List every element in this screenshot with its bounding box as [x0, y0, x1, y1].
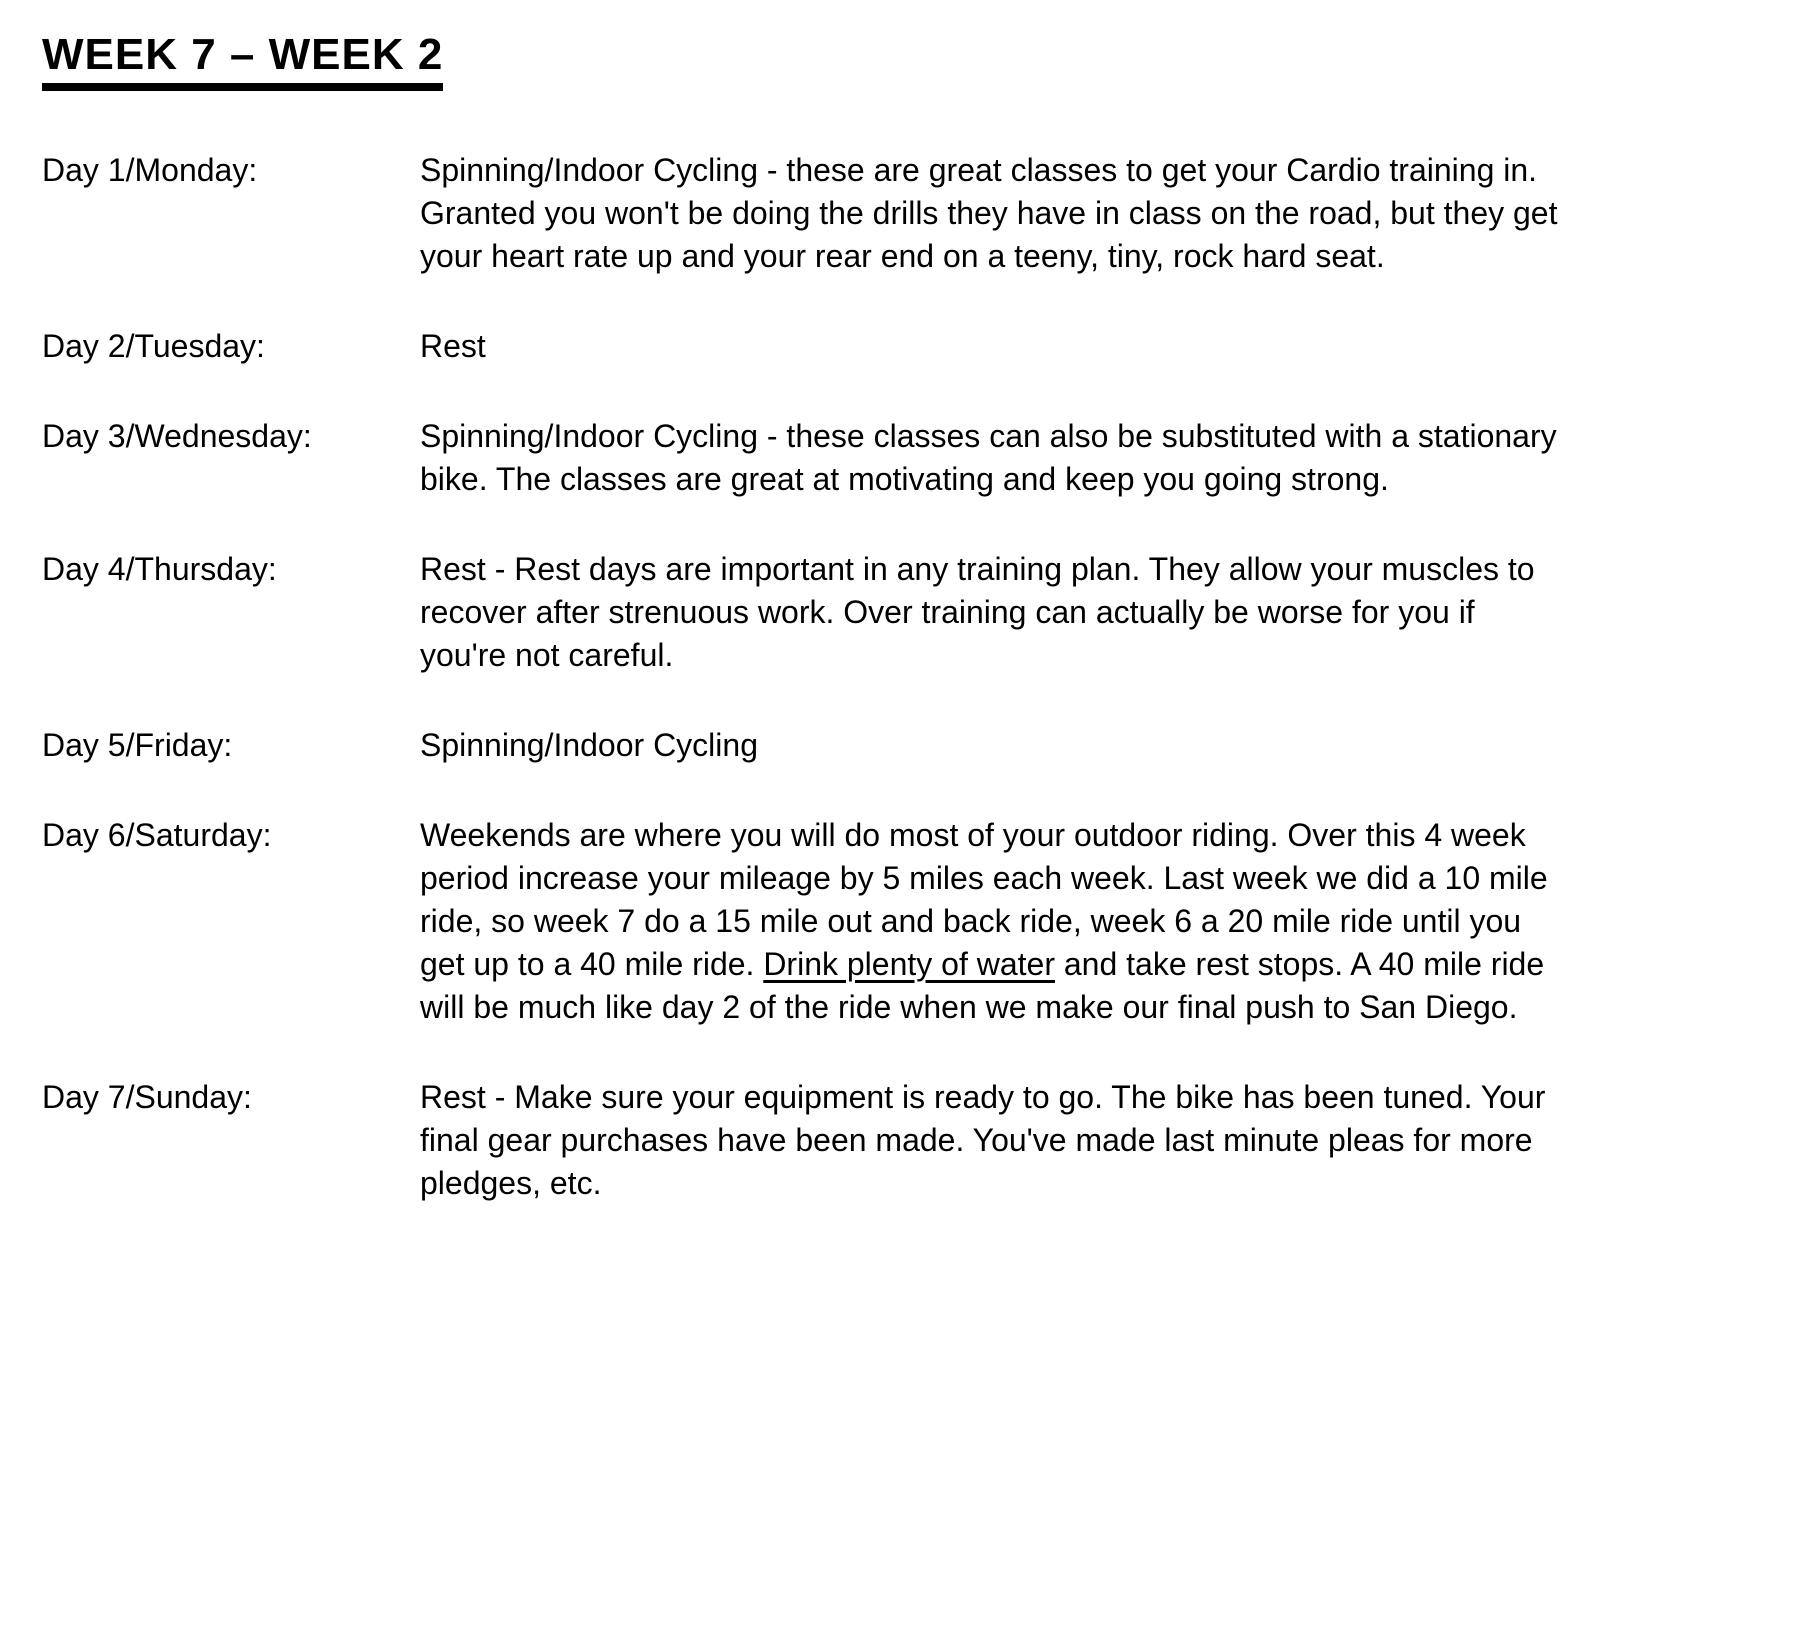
day4-label: Day 4/Thursday:	[42, 551, 277, 587]
schedule-row-day1	[42, 149, 1755, 278]
day6-underlined-phrase: Drink plenty of water	[763, 946, 1055, 982]
schedule-row-day4	[42, 548, 1755, 677]
schedule-row-day6	[42, 814, 1755, 1029]
training-schedule	[42, 149, 1755, 1205]
schedule-row-day3	[42, 415, 1755, 501]
day7-description: Rest - Make sure your equipment is ready to go. The bike has been tuned. Your final gear purchases have been made. You've made last minute pleas for more pledges, etc.	[420, 1079, 1546, 1201]
day6-label: Day 6/Saturday:	[42, 817, 272, 853]
day6-text-pre: Weekends are where you will do most of your outdoor riding. Over this 4 week period increase your mileage by 5 miles each week. Last week we did a 10 mile ride, so week 7 do a 15 mile out and back ride, week 6 a 20 mile ride until you get up to a 40 mile ride.	[420, 817, 1548, 982]
day1-label: Day 1/Monday:	[42, 152, 258, 188]
day5-description: Spinning/Indoor Cycling	[420, 727, 758, 763]
day6-description	[420, 814, 1560, 1029]
schedule-row-day7	[42, 1076, 1755, 1205]
day3-label: Day 3/Wednesday:	[42, 418, 312, 454]
day5-label: Day 5/Friday:	[42, 727, 233, 763]
day2-label: Day 2/Tuesday:	[42, 328, 265, 364]
day2-description: Rest	[420, 328, 486, 364]
day1-description: Spinning/Indoor Cycling - these are great classes to get your Cardio training in. Granted you won't be doing the drills they have in class on the road, but they get your heart rate up and your rear end on a teeny, tiny, rock hard seat.	[420, 152, 1558, 274]
schedule-row-day2	[42, 325, 1755, 368]
day3-description: Spinning/Indoor Cycling - these classes can also be substituted with a stationary bike. The classes are great at motivating and keep you going strong.	[420, 418, 1557, 497]
page-title: WEEK 7 – WEEK 2	[42, 30, 443, 91]
day7-label: Day 7/Sunday:	[42, 1079, 252, 1115]
schedule-row-day5	[42, 724, 1755, 767]
day6-text-post: and take rest stops. A 40 mile ride will be much like day 2 of the ride when we make our final push to San Diego.	[420, 946, 1545, 1025]
day4-description: Rest - Rest days are important in any training plan. They allow your muscles to recover after strenuous work. Over training can actually be worse for you if you're not careful.	[420, 551, 1535, 673]
